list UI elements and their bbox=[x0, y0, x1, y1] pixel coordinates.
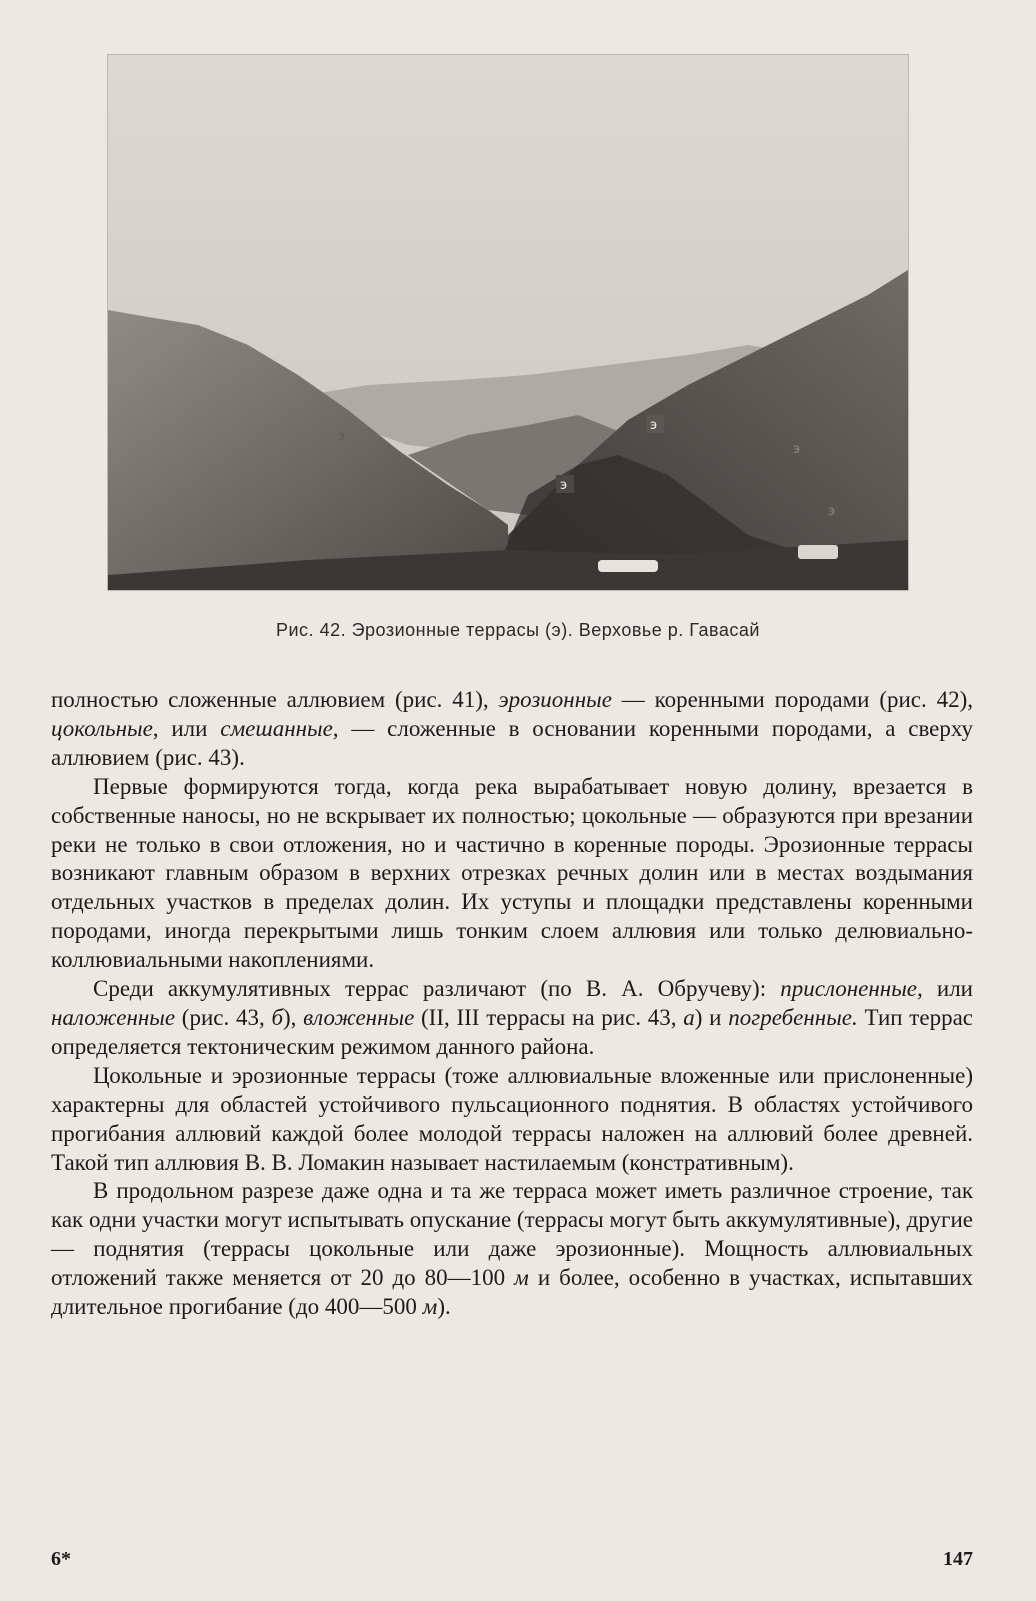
svg-text:э: э bbox=[793, 442, 801, 457]
svg-text:э: э bbox=[650, 418, 658, 433]
terrace-mark bbox=[338, 429, 345, 444]
page-footer bbox=[51, 1548, 973, 1571]
terrace-mark bbox=[556, 475, 574, 493]
signature-mark: 6* bbox=[51, 1548, 71, 1570]
photo-illustration bbox=[108, 55, 908, 590]
paragraph: полностью сложенные аллювием (рис. 41), эрозионные — коренными породами (рис. 42), цокольные, или смешанные, — сложенные в основании коренными породами, а сверху аллювием (рис. 43). bbox=[51, 687, 973, 770]
body-text bbox=[51, 686, 973, 1322]
figure-caption: Рис. 42. Эрозионные террасы (э). Верховье р. Гавасай bbox=[276, 620, 760, 640]
terrace-mark bbox=[793, 442, 800, 457]
paragraph: Цокольные и эрозионные террасы (тоже аллювиальные вложенные или прислоненные) характерны для областей устойчивого пульсационного поднятия. В областях устойчивого прогибания аллювий каждой более молодой террасы наложен на аллювий более древней. Такой тип аллювия В. В. Ломакин называет настилаемым (констративным). bbox=[51, 1062, 973, 1175]
terrace-mark bbox=[646, 415, 664, 433]
paragraph: Первые формируются тогда, когда река вырабатывает новую долину, врезается в собственные наносы, но не вскрывает их полностью; цокольные — образуются при врезании реки не только в свои отложения, но и частично в коренные породы. Эрозионные террасы возникают главным образом в верхних отрезках речных долин или в местах воздымания отдельных участков в пределах долин. Их уступы и площадки представлены коренными породами, иногда перекрытыми лишь тонким слоем аллювия или только делювиально-коллювиальными накоплениями. bbox=[51, 773, 973, 973]
page-number: 147 bbox=[943, 1548, 973, 1570]
paragraph: В продольном разрезе даже одна и та же терраса может иметь различное строение, так как одни участки могут испытывать опускание (террасы могут быть аккумулятивные), другие — поднятия (террасы цокольные или даже эрозионные). Мощность аллювиальных отложений также меняется от 20 до 80—100 м и более, особенно в участках, испытавших длительное прогибание (до 400—500 м). bbox=[51, 1178, 973, 1320]
structure bbox=[798, 545, 838, 559]
mountain-valley-photo bbox=[108, 55, 908, 590]
paragraph: Среди аккумулятивных террас различают (по В. А. Обручеву): прислоненные, или наложенные (рис. 43, б), вложенные (II, III террасы на рис. 43, а) и погребенные. Тип террас определяется тектоническим режимом данного района. bbox=[51, 976, 973, 1059]
svg-text:э: э bbox=[560, 478, 568, 493]
svg-text:э: э bbox=[828, 504, 836, 519]
terrace-mark bbox=[828, 504, 835, 519]
vehicle bbox=[598, 560, 658, 572]
svg-text:э: э bbox=[338, 429, 346, 444]
